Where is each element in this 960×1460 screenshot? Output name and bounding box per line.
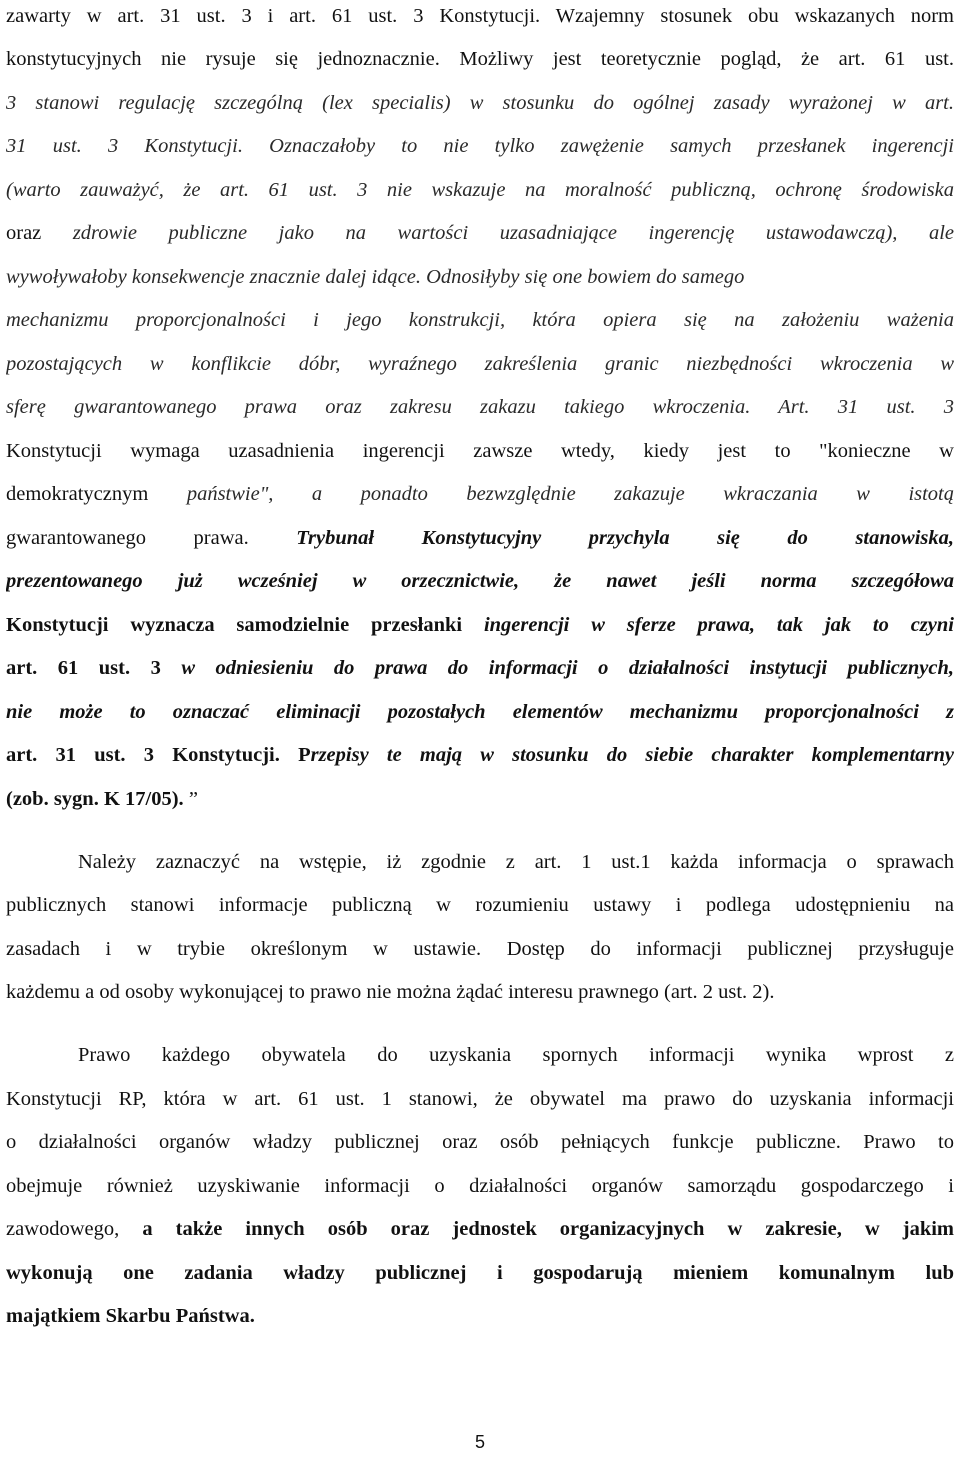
text-line (6, 89, 954, 117)
text-segment: nie może to oznaczać eliminacji pozostałych elementów mechanizmu proporcjonalności z (6, 701, 954, 723)
text-segment: wykonują one zadania władzy publicznej i gospodarują mieniem komunalnym lub (6, 1262, 954, 1284)
text-segment: Należy zaznaczyć na wstępie, iż zgodnie z art. 1 ust.1 każda informacja o sprawach (78, 851, 954, 873)
text-segment: o działalności organów władzy publicznej oraz osób pełniących funkcje publiczne. Prawo to (6, 1131, 954, 1153)
text-segment: Konstytucji wymaga uzasadnienia ingerencji zawsze wtedy, kiedy jest to "konieczne w (6, 440, 954, 462)
text-line (6, 132, 954, 160)
text-line (6, 698, 954, 726)
text-segment: zawodowego, (6, 1218, 143, 1240)
text-line (6, 1172, 954, 1200)
text-line (6, 785, 954, 813)
text-segment: ” (183, 788, 198, 810)
text-line (6, 1259, 954, 1287)
text-segment: demokratycznym (6, 483, 187, 505)
text-segment: Prawo każdego obywatela do uzyskania spornych informacji wynika wprost z (78, 1044, 954, 1066)
text-line (6, 741, 954, 769)
text-line (78, 848, 954, 876)
text-line (6, 2, 954, 30)
text-segment: a także innych osób oraz jednostek organizacyjnych w zakresie, w jakim (142, 1218, 954, 1240)
text-segment: gwarantowanego prawa. (6, 527, 297, 549)
text-segment: publicznych stanowi informacje publiczną w rozumieniu ustawy i podlega udostępnieniu na (6, 894, 954, 916)
text-segment: (zob. sygn. K 17/05). (6, 788, 184, 810)
text-line (6, 480, 954, 508)
text-segment: rzepisy te mają w stosunku do siebie charakter komplementarny (310, 744, 954, 766)
text-segment: sferę gwarantowanego prawa oraz zakresu zakazu takiego wkroczenia. Art. 31 ust. 3 (6, 396, 954, 418)
text-segment: w odniesieniu do prawa do informacji o działalności instytucji publicznych, (181, 657, 954, 679)
text-segment: każdemu a od osoby wykonującej to prawo nie można żądać interesu prawnego (art. 2 ust. 2). (6, 981, 775, 1003)
text-segment: Trybunał Konstytucyjny przychyla się do stanowiska, (296, 527, 954, 549)
text-line (78, 1041, 954, 1069)
text-line (6, 567, 954, 595)
text-segment: pozostających w konflikcie dóbr, wyraźnego zakreślenia granic niezbędności wkroczenia w (6, 353, 954, 375)
text-line (6, 263, 954, 291)
text-line (6, 524, 954, 552)
text-line (6, 437, 954, 465)
text-line (6, 45, 954, 73)
text-line (6, 891, 954, 919)
text-line (6, 978, 954, 1006)
text-segment: zdrowie publiczne jako na wartości uzasadniające ingerencję ustawodawczą), ale (72, 222, 954, 244)
text-line (6, 1215, 954, 1243)
text-segment: państwie", a ponadto bezwzględnie zakazuje wkraczania w istotą (186, 483, 954, 505)
text-segment: zasadach i w trybie określonym w ustawie. Dostęp do informacji publicznej przysługuje (6, 938, 954, 960)
text-segment: mechanizmu proporcjonalności i jego konstrukcji, która opiera się na założeniu ważenia (6, 309, 954, 331)
text-segment: 3 stanowi regulację szczególną (lex specialis) w stosunku do ogólnej zasady wyrażonej w art. (6, 92, 954, 114)
text-segment: zawarty w art. 31 ust. 3 i art. 61 ust. 3 Konstytucji. Wzajemny stosunek obu wskazanych norm (6, 5, 954, 27)
text-segment: konstytucyjnych nie rysuje się jednoznacznie. Możliwy jest teoretycznie pogląd, że art. 61 ust. (6, 48, 954, 70)
text-line (6, 611, 954, 639)
text-line (6, 219, 954, 247)
page-number: 5 (474, 1432, 485, 1452)
text-line (6, 393, 954, 421)
text-segment: Konstytucji wyznacza samodzielnie przesłanki (6, 614, 484, 636)
text-segment: oraz (6, 222, 73, 244)
text-line (6, 1085, 954, 1113)
text-line (6, 1128, 954, 1156)
text-segment: prezentowanego już wcześniej w orzecznictwie, że nawet jeśli norma szczegółowa (6, 570, 954, 592)
text-segment: Konstytucji RP, która w art. 61 ust. 1 stanowi, że obywatel ma prawo do uzyskania informacji (6, 1088, 954, 1110)
text-segment: ingerencji w sferze prawa, tak jak to czyni (483, 614, 954, 636)
text-segment: (warto zauważyć, że art. 61 ust. 3 nie wskazuje na moralność publiczną, ochronę środowiska (6, 179, 954, 201)
text-segment: art. 31 ust. 3 Konstytucji. P (6, 744, 311, 766)
text-line (6, 935, 954, 963)
text-segment: 31 ust. 3 Konstytucji. Oznaczałoby to nie tylko zawężenie samych przesłanek ingerencji (6, 135, 954, 157)
text-line (6, 306, 954, 334)
text-line (6, 1302, 954, 1330)
text-segment: majątkiem Skarbu Państwa. (6, 1305, 255, 1327)
text-segment: wywoływałoby konsekwencje znacznie dalej idące. Odnosiłyby się one bowiem do samego (6, 266, 745, 288)
text-segment: obejmuje również uzyskiwanie informacji o działalności organów samorządu gospodarczego i (6, 1175, 954, 1197)
text-segment: art. 61 ust. 3 (6, 657, 182, 679)
text-line (6, 176, 954, 204)
text-line (6, 350, 954, 378)
text-line (6, 654, 954, 682)
